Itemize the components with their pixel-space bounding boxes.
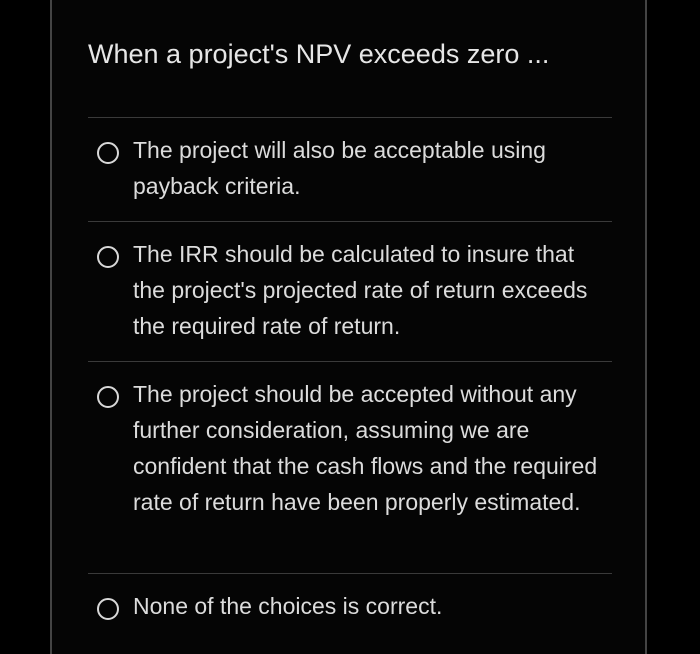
radio-button-icon[interactable] (97, 386, 119, 408)
answer-option-label: The project will also be acceptable using payback criteria. (133, 137, 546, 199)
radio-button-icon[interactable] (97, 142, 119, 164)
answer-option-label: The IRR should be calculated to insure that the project's projected rate of return exceeds the required rate of return. (133, 241, 588, 339)
answer-option-4[interactable] (88, 588, 612, 624)
answer-option-label: None of the choices is correct. (133, 593, 443, 619)
radio-button-icon[interactable] (97, 246, 119, 268)
divider (88, 361, 612, 362)
divider (88, 221, 612, 222)
answer-option-label: The project should be accepted without any further consideration, assuming we are confident that the cash flows and the required rate of return have been properly estimated. (133, 381, 598, 515)
divider (88, 117, 612, 118)
radio-button-icon[interactable] (97, 598, 119, 620)
answer-option-2[interactable] (88, 236, 612, 344)
question-text: When a project's NPV exceeds zero ... (88, 39, 550, 69)
answer-option-1[interactable] (88, 132, 612, 204)
divider (88, 573, 612, 574)
answer-option-3[interactable] (88, 376, 612, 520)
